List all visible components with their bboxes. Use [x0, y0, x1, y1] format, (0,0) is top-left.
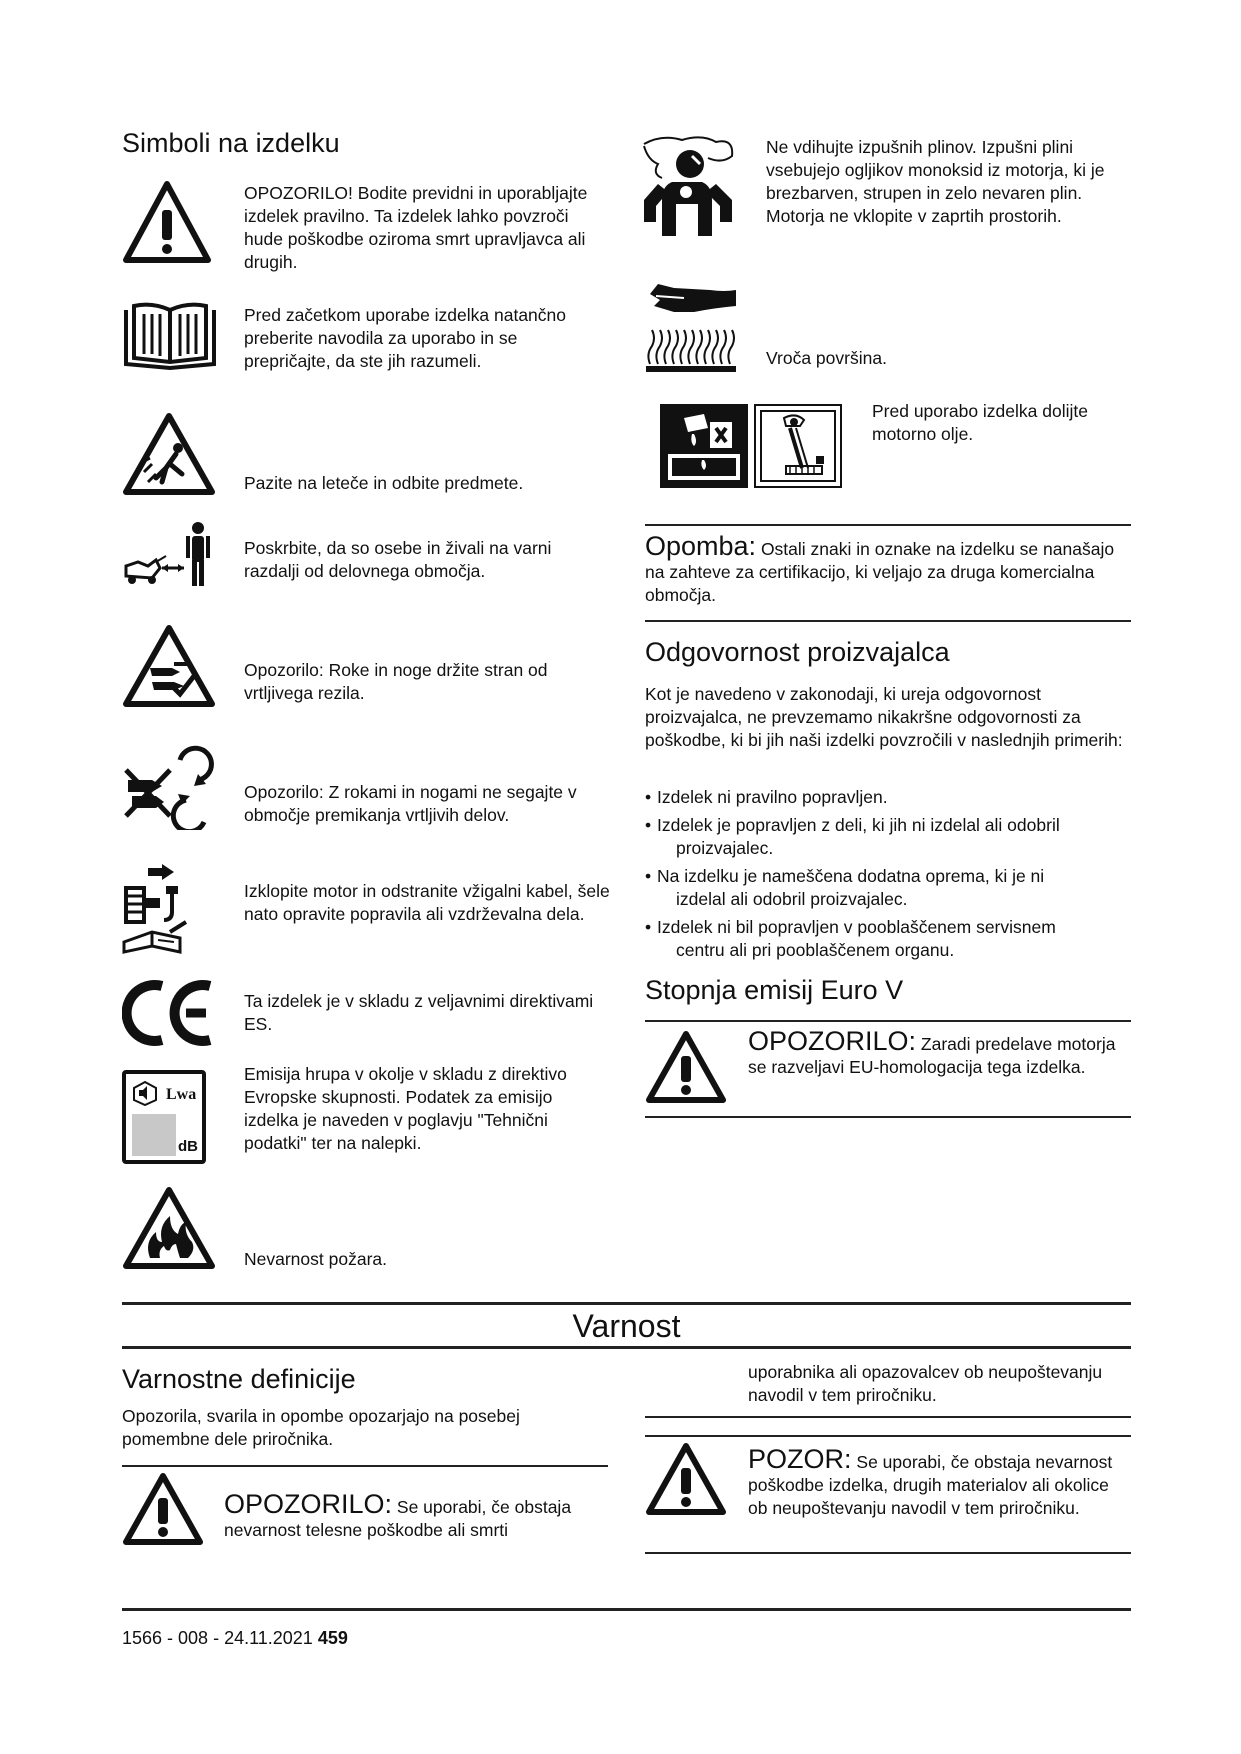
- note-text: Ostali znaki in oznake na izdelku se nanašajo na zahteve za certifikacijo, ki veljajo za druga komercialna območja.: [645, 539, 1115, 605]
- warning-label: OPOZORILO:: [224, 1489, 393, 1519]
- db-label: dB: [178, 1138, 198, 1155]
- warning-triangle-icon: [122, 180, 212, 264]
- ce-mark-icon: [122, 978, 218, 1048]
- symbol-text: Ta izdelek je v skladu z veljavnimi direktivami ES.: [244, 991, 594, 1034]
- rotating-blade-icon: [122, 624, 216, 708]
- divider: [645, 1020, 1131, 1022]
- divider: [645, 1552, 1131, 1554]
- thrown-objects-icon: [122, 412, 216, 496]
- emission-warning: OPOZORILO: Zaradi predelave motorja se razveljavi EU-homologacija tega izdelka.: [748, 1026, 1116, 1077]
- list-item: • Na izdelku je nameščena dodatna oprema, ki je ni izdelal ali odobril proizvajalec.: [645, 865, 1135, 911]
- note-label: Opomba:: [645, 531, 757, 561]
- divider: [645, 524, 1131, 526]
- divider: [122, 1302, 1131, 1305]
- divider: [645, 1116, 1131, 1118]
- liability-list: [645, 786, 1135, 967]
- warning-definition: OPOZORILO: Se uporabi, če obstaja nevarnost telesne poškodbe ali smrti: [224, 1489, 572, 1540]
- divider: [122, 1346, 1131, 1349]
- note: [645, 531, 1131, 607]
- symbol-text: OPOZORILO! Bodite previdni in uporabljajte izdelek pravilno. Ta izdelek lahko povzroči hude poškodbe oziroma smrt upravljavca ali drugih.: [244, 183, 588, 272]
- fire-hazard-icon: [122, 1186, 216, 1270]
- caution-label: POZOR:: [748, 1444, 852, 1474]
- divider: [645, 1435, 1131, 1437]
- definitions-text: Opozorila, svarila in opombe opozarjajo na posebej pomembne dele priročnika.: [122, 1406, 520, 1449]
- add-oil-icon: [660, 404, 748, 488]
- list-item: • Izdelek ni pravilno popravljen.: [645, 786, 1135, 809]
- doc-id: 1566 - 008 - 24.11.2021: [122, 1628, 313, 1648]
- speaker-icon: [132, 1080, 158, 1106]
- symbol-text: Ne vdihujte izpušnih plinov. Izpušni plini vsebujejo ogljikov monoksid iz motorja, ki je brezbarven, strupen in zelo nevaren plin. Motorja ne vklopite v zaprtih prostorih.: [766, 137, 1105, 226]
- warning-triangle-icon: [645, 1442, 727, 1516]
- read-manual-icon: [122, 302, 218, 372]
- liability-intro: Kot je navedeno v zakonodaji, ki ureja odgovornost proizvajalca, ne prevzemamo nikakršne odgovornosti za poškodbe, ki bi jih naši izdelki povzročili v naslednjih primerih:: [645, 684, 1123, 750]
- page-number: 459: [317, 1628, 348, 1648]
- section-heading-liability: Odgovornost proizvajalca: [645, 637, 950, 667]
- moving-parts-icon: [122, 740, 218, 830]
- section-heading-symbols: Simboli na izdelku: [122, 128, 340, 158]
- disconnect-spark-plug-icon: [122, 858, 212, 954]
- keep-distance-icon: [122, 522, 218, 588]
- warning-triangle-icon: [645, 1030, 727, 1104]
- symbol-text: Pred začetkom uporabe izdelka natančno preberite navodila za uporabo in se prepričajte, da ste jih razumeli.: [244, 305, 567, 371]
- symbol-text: Emisija hrupa v okolje v skladu z direktivo Evropske skupnosti. Podatek za emisijo izdelka je naveden v poglavju "Tehnični podatki" ter na nalepki.: [244, 1064, 567, 1153]
- symbol-text: Izklopite motor in odstranite vžigalni kabel, šele nato opravite popravila ali vzdrževalna dela.: [244, 881, 610, 924]
- symbol-text: Pred uporabo izdelka dolijte motorno olje.: [872, 401, 1088, 444]
- footer: [122, 1628, 348, 1649]
- divider: [645, 620, 1131, 622]
- section-heading-emission: Stopnja emisij Euro V: [645, 975, 904, 1005]
- hot-surface-icon: [644, 278, 738, 374]
- section-heading-definitions: Varnostne definicije: [122, 1364, 356, 1394]
- dipstick-icon: [754, 404, 842, 488]
- noise-emission-icon: [122, 1070, 206, 1164]
- caution-definition: POZOR: Se uporabi, če obstaja nevarnost poškodbe izdelka, drugih materialov ali okolice ob neupoštevanju navodil v tem priročniku.: [748, 1444, 1113, 1518]
- lwa-label: Lwa: [166, 1086, 197, 1103]
- list-item: • Izdelek je popravljen z deli, ki jih ni izdelal ali odobril proizvajalec.: [645, 814, 1135, 860]
- footer-divider: [122, 1608, 1131, 1611]
- symbol-text: Opozorilo: Roke in noge držite stran od vrtljivega rezila.: [244, 660, 548, 703]
- warning-label: OPOZORILO:: [748, 1026, 917, 1056]
- divider: [122, 1465, 608, 1467]
- divider: [645, 1416, 1131, 1418]
- symbol-text: Vroča površina.: [766, 348, 887, 368]
- warning-continued: uporabnika ali opazovalcev ob neupoštevanju navodil v tem priročniku.: [748, 1362, 1103, 1405]
- symbol-text: Pazite na leteče in odbite predmete.: [244, 473, 524, 493]
- list-item: • Izdelek ni bil popravljen v pooblaščenem servisnem centru ali pri pooblaščenem organu.: [645, 916, 1135, 962]
- section-title-safety: Varnost: [572, 1308, 681, 1344]
- symbol-text: Opozorilo: Z rokami in nogami ne segajte v območje premikanja vrtljivih delov.: [244, 782, 577, 825]
- symbol-text: Nevarnost požara.: [244, 1249, 387, 1269]
- exhaust-gas-icon: [642, 134, 736, 236]
- warning-triangle-icon: [122, 1472, 204, 1546]
- symbol-text: Poskrbite, da so osebe in živali na varni razdalji od delovnega območja.: [244, 538, 552, 581]
